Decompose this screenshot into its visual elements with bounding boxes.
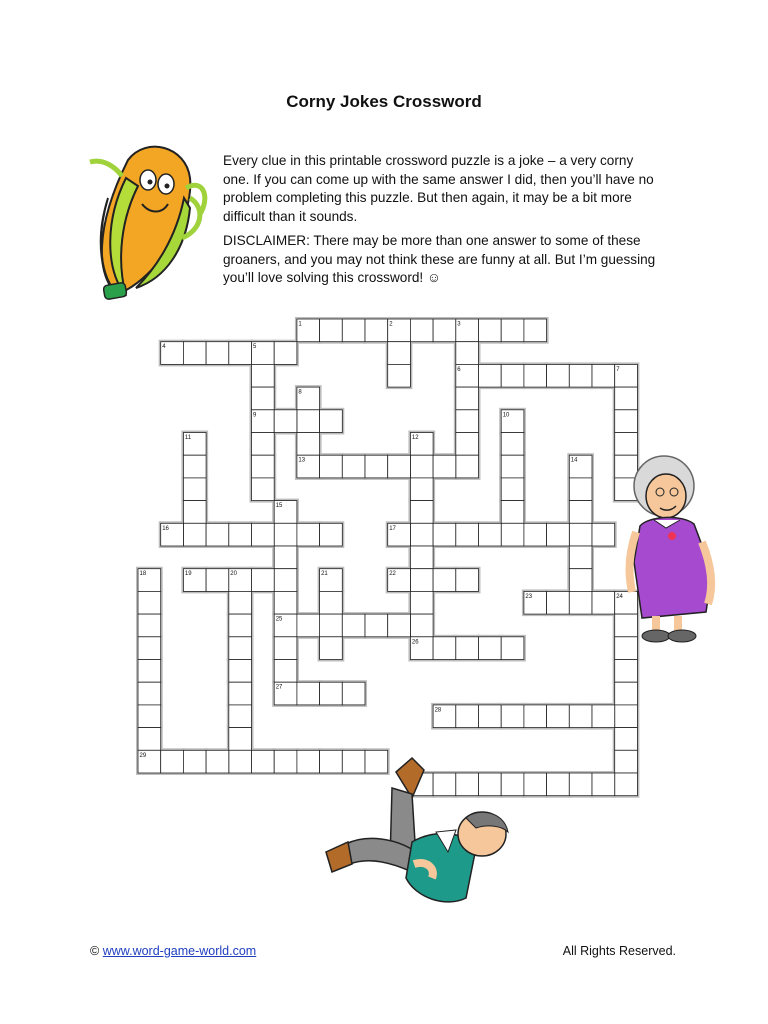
crossword-cell[interactable] <box>138 705 161 728</box>
clue-number: 26 <box>411 639 419 646</box>
crossword-cell[interactable] <box>410 591 433 614</box>
clue-number: 23 <box>525 593 533 600</box>
crossword-cell[interactable] <box>365 319 388 342</box>
falling-man-illustration <box>316 748 520 918</box>
crossword-cell[interactable] <box>297 410 320 433</box>
crossword-cell[interactable] <box>501 637 524 660</box>
crossword-cell[interactable] <box>547 705 570 728</box>
crossword-cell[interactable] <box>320 455 343 478</box>
crossword-cell[interactable] <box>410 501 433 524</box>
clue-number: 21 <box>321 571 328 578</box>
crossword-cell[interactable] <box>433 637 456 660</box>
crossword-cell[interactable] <box>229 614 252 637</box>
crossword-cell[interactable] <box>365 455 388 478</box>
crossword-cell[interactable] <box>456 342 479 365</box>
crossword-cell[interactable] <box>365 614 388 637</box>
crossword-cell[interactable] <box>479 705 502 728</box>
crossword-cell[interactable] <box>206 569 229 592</box>
crossword-cell[interactable] <box>410 478 433 501</box>
crossword-cell[interactable] <box>569 546 592 569</box>
crossword-cell[interactable] <box>138 614 161 637</box>
crossword-cell[interactable] <box>161 750 184 773</box>
clue-number: 3 <box>457 321 461 328</box>
crossword-cell[interactable] <box>252 478 275 501</box>
crossword-cell[interactable] <box>229 637 252 660</box>
crossword-cell[interactable] <box>320 682 343 705</box>
clue-number: 7 <box>616 366 620 373</box>
clue-number: 12 <box>411 435 419 441</box>
crossword-cell[interactable] <box>547 591 570 614</box>
crossword-cell[interactable] <box>615 682 638 705</box>
crossword-cell[interactable] <box>388 455 411 478</box>
crossword-cell[interactable] <box>410 569 433 592</box>
crossword-cell[interactable] <box>274 591 297 614</box>
crossword-cell[interactable] <box>229 682 252 705</box>
crossword-cell[interactable] <box>274 546 297 569</box>
crossword-cell[interactable] <box>297 682 320 705</box>
clue-number: 22 <box>389 571 396 578</box>
crossword-cell[interactable] <box>615 728 638 751</box>
crossword-cell[interactable] <box>252 569 275 592</box>
clue-number: 6 <box>457 366 461 373</box>
crossword-cell[interactable] <box>138 591 161 614</box>
crossword-cell[interactable] <box>229 705 252 728</box>
crossword-cell[interactable] <box>274 660 297 683</box>
crossword-cell[interactable] <box>320 410 343 433</box>
crossword-cell[interactable] <box>410 455 433 478</box>
crossword-cell[interactable] <box>524 364 547 387</box>
crossword-cell[interactable] <box>456 455 479 478</box>
crossword-cell[interactable] <box>501 319 524 342</box>
clue-number: 25 <box>275 616 283 623</box>
crossword-cell[interactable] <box>501 705 524 728</box>
crossword-cell[interactable] <box>183 478 206 501</box>
crossword-cell[interactable] <box>547 773 570 796</box>
crossword-cell[interactable] <box>229 750 252 773</box>
crossword-cell[interactable] <box>524 773 547 796</box>
crossword-cell[interactable] <box>569 705 592 728</box>
crossword-cell[interactable] <box>615 750 638 773</box>
crossword-cell[interactable] <box>274 750 297 773</box>
crossword-cell[interactable] <box>252 523 275 546</box>
crossword-cell[interactable] <box>229 523 252 546</box>
crossword-cell[interactable] <box>252 364 275 387</box>
crossword-cell[interactable] <box>252 750 275 773</box>
disclaimer-paragraph: DISCLAIMER: There may be more than one answer to some of these groaners, and you may not think these are funny at all. But I’m guessing you’ll love solving this crossword! ☺ <box>223 233 656 285</box>
crossword-cell[interactable] <box>410 523 433 546</box>
crossword-cell[interactable] <box>456 705 479 728</box>
crossword-cell[interactable] <box>592 705 615 728</box>
page-title: Corny Jokes Crossword <box>286 92 482 111</box>
crossword-cell[interactable] <box>410 319 433 342</box>
crossword-cell[interactable] <box>252 433 275 456</box>
clue-number: 27 <box>275 684 283 691</box>
crossword-cell[interactable] <box>252 455 275 478</box>
grandma-illustration <box>622 452 722 647</box>
crossword-cell[interactable] <box>342 455 365 478</box>
crossword-cell[interactable] <box>501 433 524 456</box>
intro-paragraph: Every clue in this printable crossword puzzle is a joke – a very corny one. If you can come up with the same answer I did, then you’ll have no problem completing this puzzle. But then again, it may be a bit more difficult than it sounds. <box>223 153 654 224</box>
crossword-cell[interactable] <box>229 660 252 683</box>
clue-number: 13 <box>298 457 306 464</box>
crossword-cell[interactable] <box>456 433 479 456</box>
website-link[interactable]: www.word-game-world.com <box>102 944 257 958</box>
crossword-cell[interactable] <box>569 773 592 796</box>
crossword-cell[interactable] <box>229 342 252 365</box>
clue-number: 20 <box>230 571 237 578</box>
crossword-cell[interactable] <box>479 319 502 342</box>
crossword-cell[interactable] <box>274 637 297 660</box>
crossword-cell[interactable] <box>456 410 479 433</box>
crossword-cell[interactable] <box>524 523 547 546</box>
clue-number: 16 <box>162 525 169 532</box>
footer-rights: All Rights Reserved. <box>562 944 676 958</box>
crossword-cell[interactable] <box>615 773 638 796</box>
crossword-cell[interactable] <box>297 433 320 456</box>
crossword-cell[interactable] <box>183 750 206 773</box>
crossword-cell[interactable] <box>183 523 206 546</box>
crossword-cell[interactable] <box>592 591 615 614</box>
crossword-cell[interactable] <box>229 591 252 614</box>
crossword-cell[interactable] <box>479 523 502 546</box>
crossword-cell[interactable] <box>138 660 161 683</box>
footer-credit <box>90 944 256 958</box>
copyright-symbol: © <box>90 944 100 958</box>
crossword-cell[interactable] <box>592 773 615 796</box>
clue-number: 10 <box>502 412 510 419</box>
crossword-cell[interactable] <box>569 591 592 614</box>
crossword-cell[interactable] <box>320 523 343 546</box>
clue-number: 4 <box>162 344 166 351</box>
crossword-cell[interactable] <box>501 478 524 501</box>
crossword-cell[interactable] <box>569 523 592 546</box>
clue-number: 11 <box>184 435 192 441</box>
crossword-cell[interactable] <box>388 614 411 637</box>
crossword-cell[interactable] <box>592 523 615 546</box>
crossword-cell[interactable] <box>592 364 615 387</box>
crossword-cell[interactable] <box>206 342 229 365</box>
clue-number: 17 <box>389 525 396 532</box>
clue-number: 24 <box>616 593 623 600</box>
crossword-cell[interactable] <box>501 501 524 524</box>
crossword-cell[interactable] <box>342 614 365 637</box>
crossword-cell[interactable] <box>320 637 343 660</box>
crossword-cell[interactable] <box>569 569 592 592</box>
clue-number: 28 <box>434 707 442 714</box>
clue-number: 5 <box>253 344 257 351</box>
crossword-cell[interactable] <box>183 342 206 365</box>
crossword-cell[interactable] <box>342 319 365 342</box>
crossword-cell[interactable] <box>456 637 479 660</box>
crossword-cell[interactable] <box>297 523 320 546</box>
clue-number: 29 <box>139 752 147 759</box>
crossword-cell[interactable] <box>388 342 411 365</box>
clue-number: 19 <box>184 571 192 578</box>
crossword-cell[interactable] <box>433 569 456 592</box>
crossword-cell[interactable] <box>320 591 343 614</box>
crossword-cell[interactable] <box>501 364 524 387</box>
crossword-cell[interactable] <box>206 523 229 546</box>
crossword-cell[interactable] <box>274 569 297 592</box>
clue-number: 2 <box>389 321 393 328</box>
crossword-cell[interactable] <box>456 569 479 592</box>
crossword-cell[interactable] <box>274 523 297 546</box>
crossword-cell[interactable] <box>410 546 433 569</box>
crossword-cell[interactable] <box>547 364 570 387</box>
crossword-cell[interactable] <box>433 455 456 478</box>
crossword-cell[interactable] <box>569 501 592 524</box>
crossword-cell[interactable] <box>501 455 524 478</box>
crossword-cell[interactable] <box>138 682 161 705</box>
clue-number: 1 <box>298 321 302 328</box>
clue-number: 14 <box>570 457 578 464</box>
clue-number: 9 <box>253 412 257 419</box>
crossword-cell[interactable] <box>433 523 456 546</box>
crossword-cell[interactable] <box>524 705 547 728</box>
crossword-cell[interactable] <box>569 478 592 501</box>
crossword-cell[interactable] <box>479 637 502 660</box>
crossword-cell[interactable] <box>320 319 343 342</box>
clue-number: 15 <box>275 503 283 510</box>
crossword-cell[interactable] <box>615 660 638 683</box>
crossword-cell[interactable] <box>252 387 275 410</box>
crossword-cell[interactable] <box>297 614 320 637</box>
crossword-cell[interactable] <box>183 455 206 478</box>
crossword-cell[interactable] <box>183 501 206 524</box>
crossword-cell[interactable] <box>479 364 502 387</box>
crossword-cell[interactable] <box>524 319 547 342</box>
crossword-cell[interactable] <box>615 387 638 410</box>
crossword-cell[interactable] <box>569 364 592 387</box>
crossword-cell[interactable] <box>615 705 638 728</box>
crossword-cell[interactable] <box>229 728 252 751</box>
clue-number: 8 <box>298 389 302 396</box>
crossword-cell[interactable] <box>138 637 161 660</box>
crossword-cell[interactable] <box>342 682 365 705</box>
crossword-cell[interactable] <box>501 523 524 546</box>
crossword-cell[interactable] <box>456 387 479 410</box>
crossword-cell[interactable] <box>274 342 297 365</box>
crossword-cell[interactable] <box>274 410 297 433</box>
crossword-cell[interactable] <box>206 750 229 773</box>
crossword-cell[interactable] <box>320 614 343 637</box>
crossword-cell[interactable] <box>615 410 638 433</box>
crossword-cell[interactable] <box>138 728 161 751</box>
crossword-cell[interactable] <box>388 364 411 387</box>
clue-number: 18 <box>139 571 147 578</box>
crossword-cell[interactable] <box>433 319 456 342</box>
crossword-cell[interactable] <box>456 523 479 546</box>
crossword-cell[interactable] <box>547 523 570 546</box>
crossword-cell[interactable] <box>410 614 433 637</box>
